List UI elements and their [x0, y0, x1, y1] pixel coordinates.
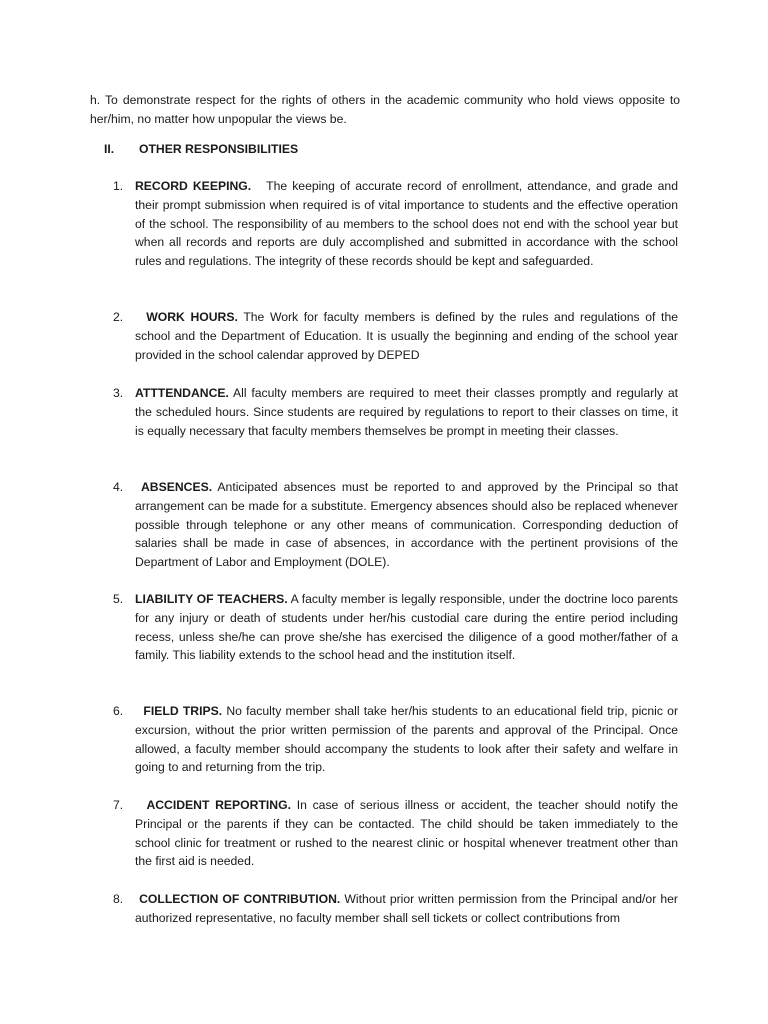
item-title: COLLECTION OF CONTRIBUTION.	[139, 892, 341, 906]
list-item	[113, 478, 678, 572]
intro-letter: h.	[90, 93, 101, 107]
item-text: A faculty member is legally responsible, under the doctrine loco parents for any injury or death of students under her/his custodial care during the entire period including recess, unless she/he can prove she/she has exercised the diligence of a good mother/father of a family. This liability extends to the school head and the institution itself.	[135, 592, 678, 663]
item-number: 8.	[113, 892, 124, 906]
item-body	[135, 796, 678, 871]
item-body	[135, 890, 678, 928]
item-title: ABSENCES.	[140, 480, 213, 494]
item-title: LIABILITY OF TEACHERS.	[135, 592, 288, 606]
item-body	[135, 478, 678, 572]
item-text: The Work for faculty members is defined by the rules and regulations of the school and the Department of Education. It is usually the beginning and ending of the school year provided in the school calendar approved by DEPED	[135, 310, 679, 362]
item-number: 6.	[113, 704, 124, 718]
list-item	[113, 796, 678, 871]
item-text: No faculty member shall take her/his students to an educational field trip, picnic or excursion, without the prior written permission of the parents and approval of the Principal. Once allowed, a faculty member should accompany the students to look after their safety and welfare in going to and returning from the trip.	[135, 704, 679, 775]
item-number: 1.	[113, 179, 124, 193]
intro-text: To demonstrate respect for the rights of others in the academic community who hold views opposite to her/him, no matter how unpopular the views be.	[90, 93, 681, 126]
item-body	[135, 384, 678, 440]
section-numeral: II.	[104, 142, 115, 156]
list-item	[113, 890, 678, 928]
item-title: WORK HOURS.	[146, 310, 238, 324]
item-text: Without prior written permission from the Principal and/or her authorized representative, no faculty member shall sell tickets or collect contributions from	[135, 892, 678, 925]
item-title: FIELD TRIPS.	[143, 704, 223, 718]
intro-paragraph	[90, 91, 680, 129]
item-text: The keeping of accurate record of enrollment, attendance, and grade and their prompt submission when required is of vital importance to students and the effective operation of the school. The responsibility of au members to the school does not end with the school year but when all records and reports are duly accomplished and submitted in accordance with the school rules and regulations. The integrity of these records should be kept and safeguarded.	[135, 179, 678, 269]
item-body	[135, 702, 678, 777]
section-heading	[104, 140, 298, 159]
item-text: Anticipated absences must be reported to and approved by the Principal so that arrangement can be made for a substitute. Emergency absences should also be replaced whenever possible through telephone or any other means of communication. Corresponding deduction of salaries shall be made in case of absences, in accordance with the pertinent provisions of the Department of Labor and Employment (DOLE).	[135, 480, 679, 570]
item-text: In case of serious illness or accident, the teacher should notify the Principal or the parents if they can be contacted. The child should be taken immediately to the school clinic for treatment or rushed to the nearest clinic or hospital whenever treatment other than the first aid is needed.	[135, 798, 678, 869]
item-body	[135, 177, 678, 271]
section-title: OTHER RESPONSIBILITIES	[139, 142, 299, 156]
item-title: ATTTENDANCE.	[135, 386, 229, 400]
item-number: 5.	[113, 592, 124, 606]
item-title: RECORD KEEPING.	[135, 179, 252, 193]
item-number: 2.	[113, 310, 124, 324]
item-text: All faculty members are required to meet their classes promptly and regularly at the scheduled hours. Since students are required by regulations to report to their classes on time, it is equally necessary that faculty members themselves be prompt in meeting their classes.	[135, 386, 678, 438]
list-item	[113, 590, 678, 665]
item-number: 4.	[113, 480, 124, 494]
item-number: 7.	[113, 798, 124, 812]
list-item	[113, 308, 678, 364]
list-item	[113, 384, 678, 440]
list-item	[113, 177, 678, 271]
item-number: 3.	[113, 386, 124, 400]
list-item	[113, 702, 678, 777]
item-body	[135, 308, 678, 364]
item-body	[135, 590, 678, 665]
item-title: ACCIDENT REPORTING.	[146, 798, 291, 812]
